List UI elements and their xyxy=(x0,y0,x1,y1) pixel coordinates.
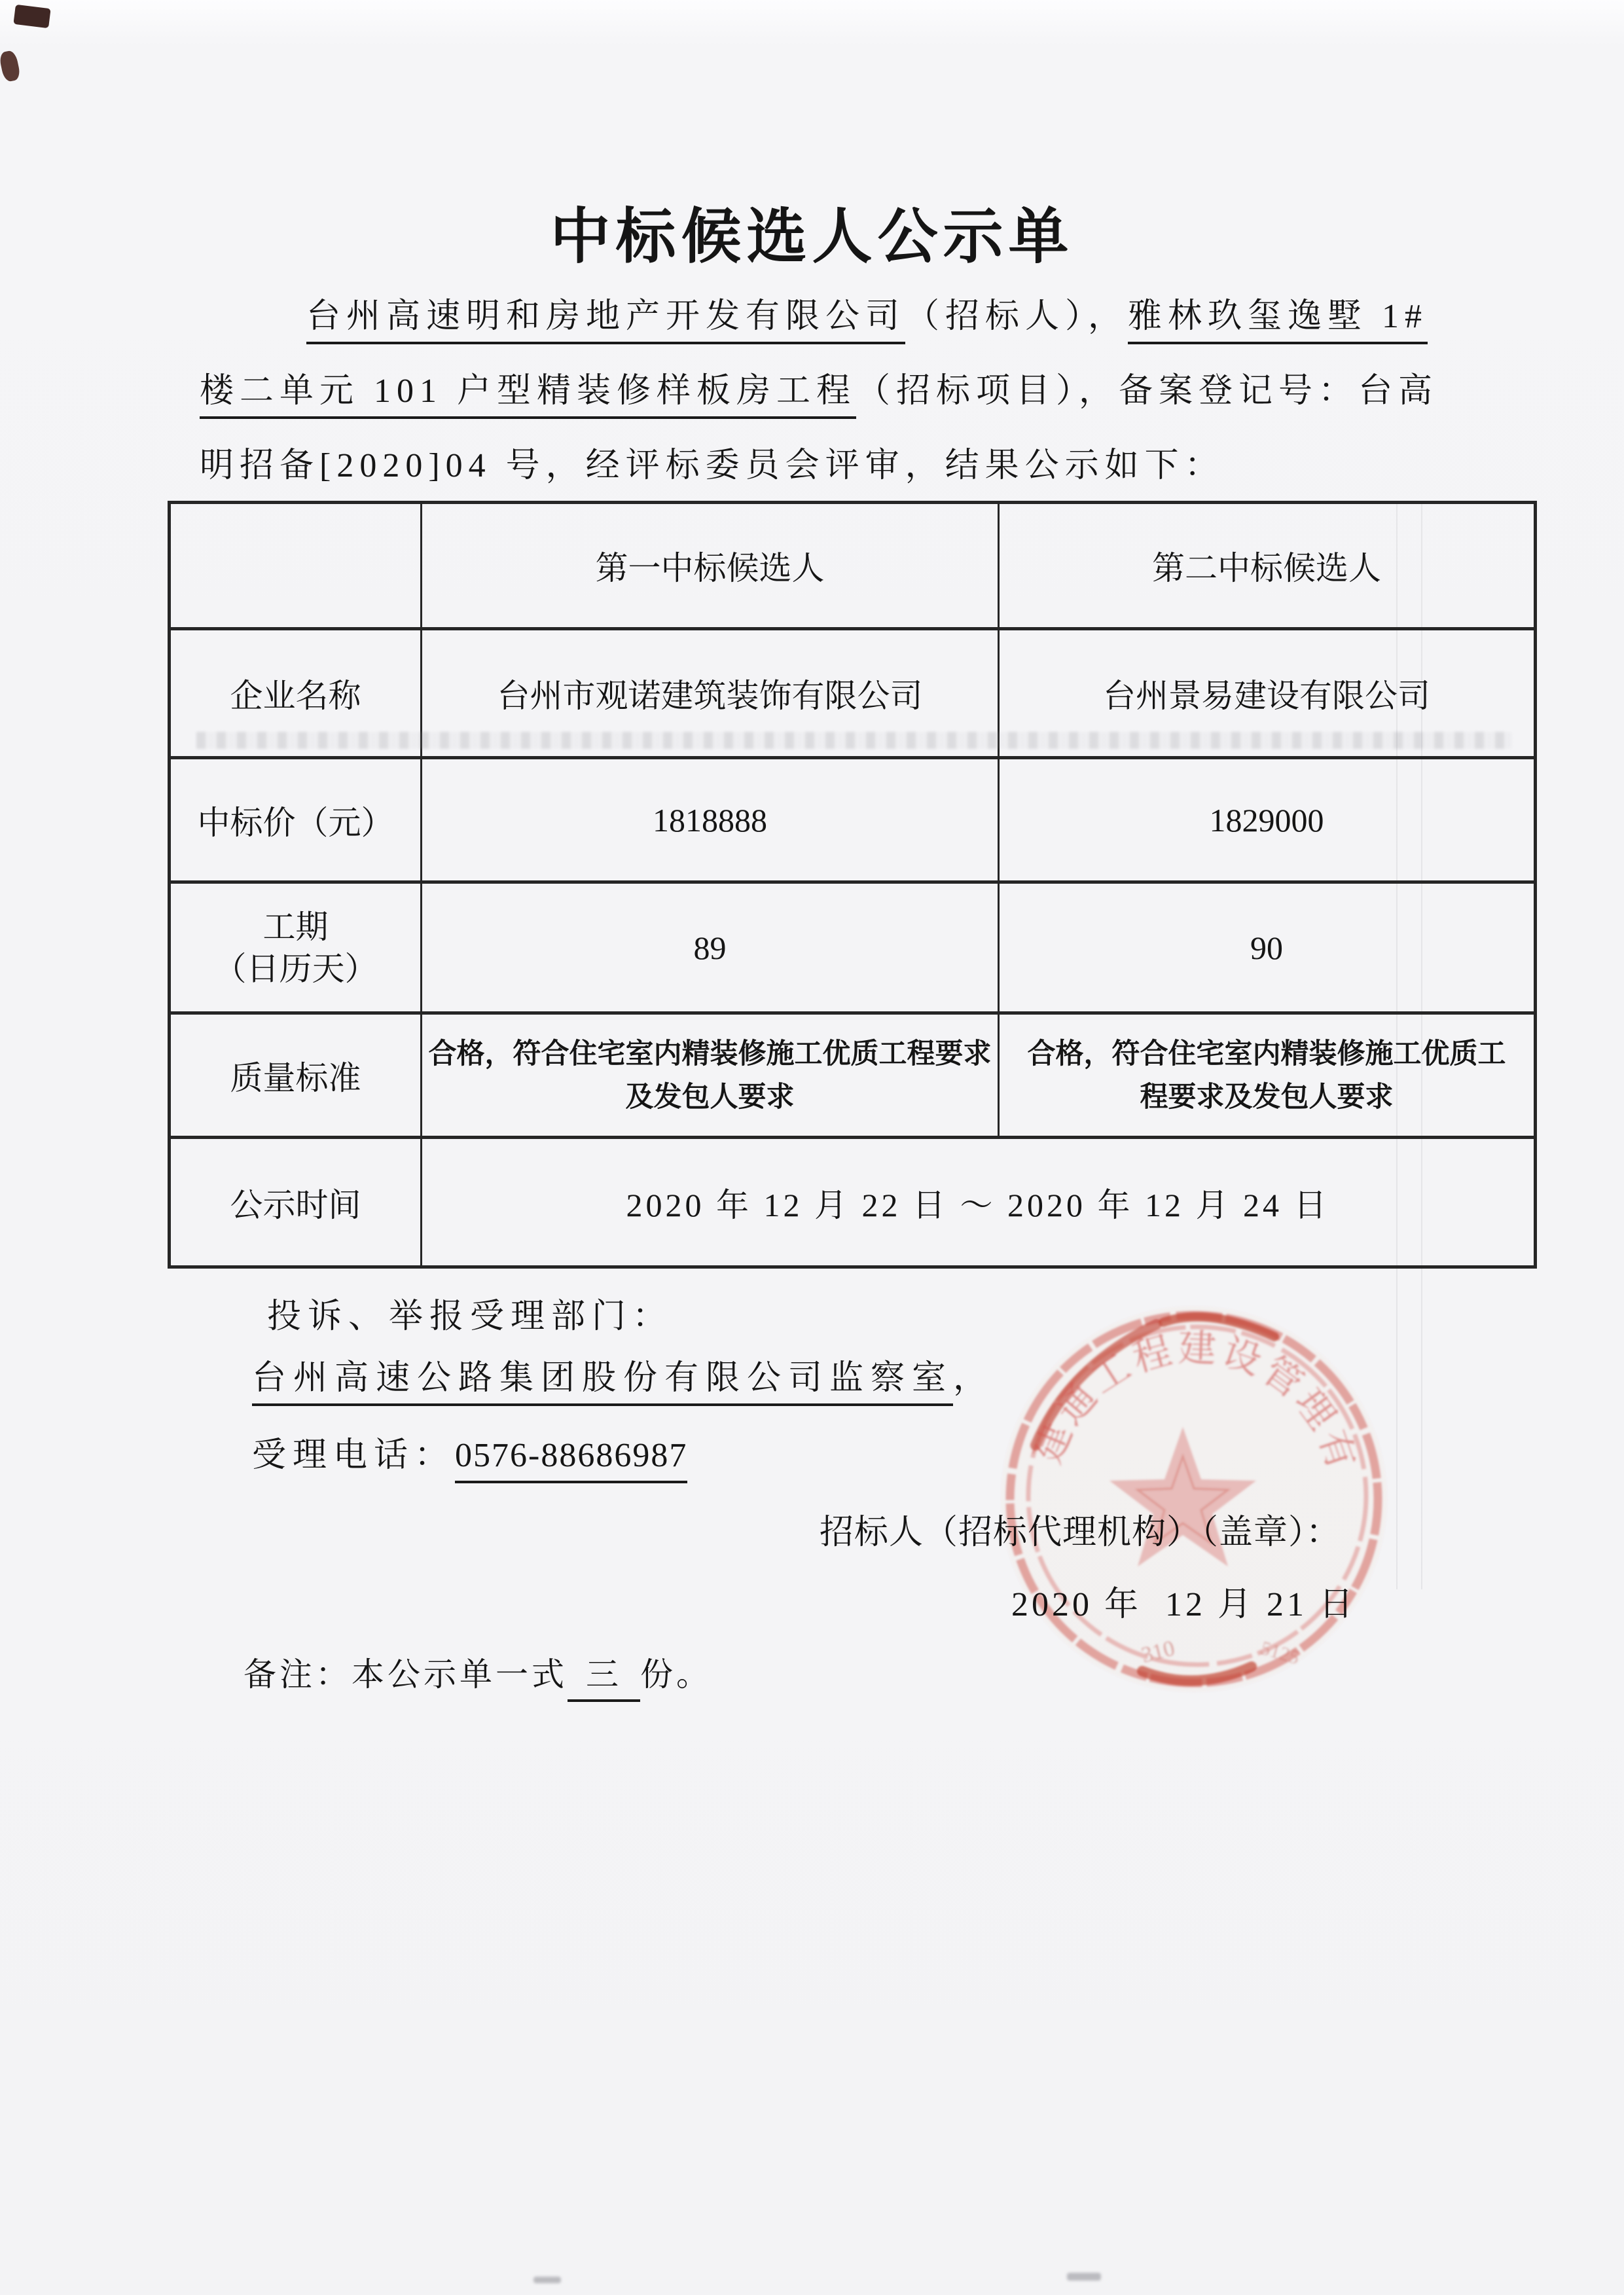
scan-artifact-top-left-2 xyxy=(0,50,21,82)
complaint-department: 台州高速公路集团股份有限公司监察室 xyxy=(252,1360,953,1406)
bid-candidates-table xyxy=(168,501,1537,1269)
duration-label xyxy=(170,882,422,1013)
quality-label: 质量标准 xyxy=(170,1013,422,1138)
company-first: 台州市观诺建筑装饰有限公司 xyxy=(422,629,999,758)
header-blank-cell xyxy=(170,503,422,629)
quality-row xyxy=(170,1013,1536,1138)
redaction-smudge xyxy=(196,732,1512,749)
price-second: 1829000 xyxy=(999,758,1536,882)
complaint-heading: 投诉、举报受理部门： xyxy=(267,1298,674,1335)
phone-label: 受理电话： xyxy=(252,1437,456,1474)
tenderer-suffix: （招标人）， xyxy=(905,298,1128,335)
phone-line xyxy=(252,1427,687,1476)
seal-code-left: 310 xyxy=(1138,1636,1178,1668)
seal-arc-label xyxy=(1026,1327,1364,1478)
phone-number: 0576-88686987 xyxy=(455,1437,687,1483)
intro-line-3: 明招备[2020]04 号，经评标委员会评审，结果公示如下： xyxy=(200,447,1225,484)
sign-line: 招标人（招标代理机构）（盖章）： xyxy=(820,1514,1341,1551)
scan-artifact-top-left-1 xyxy=(13,5,50,28)
company-label: 企业名称 xyxy=(170,629,422,758)
price-first: 1818888 xyxy=(422,758,999,882)
seal-code-right: 5125 xyxy=(1258,1637,1302,1669)
note-line xyxy=(244,1648,712,1695)
scan-artifact-bottom-2 xyxy=(1067,2273,1101,2281)
table-header-row xyxy=(170,503,1536,629)
project-name-part1: 雅林玖玺逸墅 1# xyxy=(1128,298,1428,344)
intro-line-1 xyxy=(306,288,1428,337)
note-copies: 三 xyxy=(568,1656,640,1702)
duration-second: 90 xyxy=(999,882,1536,1013)
note-suffix: 份。 xyxy=(640,1656,712,1693)
tenderer-name: 台州高速明和房地产开发有限公司 xyxy=(306,298,905,344)
intro-line-2 xyxy=(200,363,1438,412)
header-first-candidate: 第一中标候选人 xyxy=(422,503,999,629)
project-name-part2: 楼二单元 101 户型精装修样板房工程 xyxy=(200,372,856,419)
seal-outer-ring xyxy=(1010,1315,1378,1683)
scan-artifact-bottom-1 xyxy=(533,2277,561,2283)
seal-arc-text: 建通工程建设管理有 xyxy=(1026,1326,1365,1478)
duration-row xyxy=(170,882,1536,1013)
company-second: 台州景易建设有限公司 xyxy=(999,629,1536,758)
duration-first: 89 xyxy=(422,882,999,1013)
price-row xyxy=(170,758,1536,882)
duration-label-line2: （日历天） xyxy=(213,950,378,987)
duration-label-line1: 工期 xyxy=(262,908,329,945)
note-prefix: 备注：本公示单一式 xyxy=(244,1656,568,1693)
publicity-label: 公示时间 xyxy=(170,1138,422,1267)
quality-second: 合格，符合住宅室内精装修施工优质工程要求及发包人要求 xyxy=(999,1013,1536,1138)
complaint-department-line xyxy=(252,1350,994,1399)
seal-ink-wash xyxy=(1001,1306,1387,1692)
complaint-department-suffix: ， xyxy=(953,1360,995,1397)
publicity-period: 2020 年 12 月 22 日 ～ 2020 年 12 月 24 日 xyxy=(422,1138,1536,1267)
price-label: 中标价（元） xyxy=(170,758,422,882)
sign-date: 2020 年 12 月 21 日 xyxy=(1011,1586,1357,1623)
official-seal xyxy=(990,1288,1409,1707)
seal-ink-streak-top-left xyxy=(1036,1324,1157,1445)
quality-first: 合格，符合住宅室内精装修施工优质工程要求及发包人要求 xyxy=(422,1013,999,1138)
record-number-prefix: （招标项目），备案登记号：台高 xyxy=(856,372,1439,410)
seal-ink-streak-bottom xyxy=(1142,1667,1252,1680)
page-title: 中标候选人公示单 xyxy=(550,204,1074,270)
seal-ink-streak-top xyxy=(1163,1317,1274,1337)
header-second-candidate: 第二中标候选人 xyxy=(999,503,1536,629)
publicity-row xyxy=(170,1138,1536,1267)
